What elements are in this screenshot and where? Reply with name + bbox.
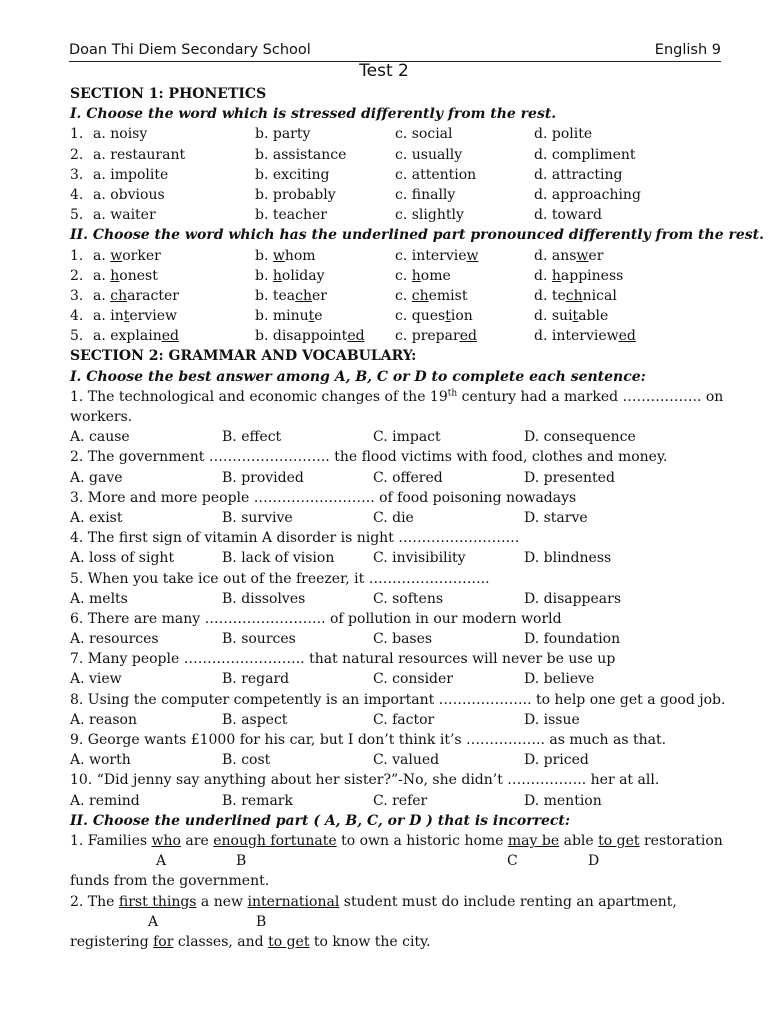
question-options bbox=[70, 629, 720, 649]
error-question-2-text: 2. The first things a new international student must do include renting an apartment, bbox=[70, 893, 677, 910]
underlined-sound: h bbox=[110, 267, 120, 284]
option-a: A. melts bbox=[70, 590, 128, 607]
option-a: a. obvious bbox=[93, 186, 165, 203]
option-text: ome bbox=[420, 267, 451, 284]
option-c: c. usually bbox=[395, 146, 463, 163]
question-1-text-cont: workers. bbox=[70, 409, 133, 425]
option-d bbox=[534, 306, 608, 326]
option-c bbox=[395, 326, 477, 346]
underlined-d: to get bbox=[598, 832, 640, 849]
question-text: 6. There are many …………………….. of pollution in our modern world bbox=[70, 610, 562, 627]
option-text: a. bbox=[93, 247, 111, 264]
underlined-sound: w bbox=[272, 247, 285, 264]
question-text: 9. George wants £1000 for his car, but I don’t think it’s …………….. as much as that. bbox=[70, 732, 667, 748]
option-d bbox=[534, 266, 623, 286]
option-c: C. invisibility bbox=[373, 550, 466, 567]
option-c: c. finally bbox=[395, 186, 456, 203]
option-b bbox=[255, 306, 323, 326]
question-text: 4. The first sign of vitamin A disorder is night …………………….. bbox=[70, 530, 520, 547]
option-text: c. intervie bbox=[395, 247, 467, 264]
option-d: D. starve bbox=[524, 509, 588, 526]
question-text: 5. When you take ice out of the freezer, it …………………….. bbox=[70, 570, 490, 587]
option-c bbox=[395, 266, 451, 286]
underlined-sound: ed bbox=[618, 328, 636, 345]
option-c: c. attention bbox=[395, 166, 477, 183]
option-text: oliday bbox=[281, 267, 325, 284]
option-b bbox=[255, 266, 325, 286]
option-text: c. bbox=[395, 267, 412, 284]
option-b: b. party bbox=[255, 126, 311, 143]
underlined-sound: ch bbox=[411, 287, 429, 304]
stress-question-row bbox=[70, 205, 720, 225]
option-text: d. interview bbox=[534, 328, 619, 345]
label-b: B bbox=[256, 913, 267, 930]
option-text: a. explain bbox=[93, 328, 162, 345]
question-text: 8. Using the computer competently is an important ……………….. to help one get a good job. bbox=[70, 691, 726, 708]
option-text: emist bbox=[428, 287, 468, 304]
question-options bbox=[70, 710, 720, 730]
page-header bbox=[69, 42, 721, 62]
question-1-text: 1. The technological and economic changes of the 19th century had a marked …………….. on bbox=[70, 388, 724, 405]
stress-question-row bbox=[70, 185, 720, 205]
option-text: nical bbox=[582, 287, 617, 304]
option-c: c. slightly bbox=[395, 207, 464, 224]
error-question-1-text: 1. Families who are enough fortunate to own a historic home may be able to get restoration bbox=[70, 832, 723, 849]
section2-heading: SECTION 2: GRAMMAR AND VOCABULARY: bbox=[70, 348, 417, 365]
option-d: D. presented bbox=[524, 469, 615, 486]
option-c: C. consider bbox=[373, 671, 454, 688]
underlined-sound: t bbox=[123, 308, 130, 325]
pronunciation-question-row bbox=[70, 266, 720, 286]
option-text: a. bbox=[93, 287, 111, 304]
underlined-sound: ed bbox=[459, 328, 477, 345]
option-text: d. te bbox=[534, 287, 566, 304]
error-question-2-cont: registering for classes, and to get to know the city. bbox=[70, 933, 431, 950]
option-d: D. foundation bbox=[524, 631, 621, 648]
option-a bbox=[93, 306, 177, 326]
subject-name: English 9 bbox=[654, 42, 721, 58]
option-d: D. priced bbox=[524, 752, 589, 769]
option-d: D. disappears bbox=[524, 590, 622, 607]
pronunciation-question-row bbox=[70, 306, 720, 326]
underlined-sound: t bbox=[572, 308, 579, 325]
underlined-c: for bbox=[153, 933, 174, 950]
stress-question-row bbox=[70, 124, 720, 144]
option-b bbox=[255, 326, 365, 346]
option-d bbox=[534, 326, 636, 346]
option-text: b. bbox=[255, 267, 273, 284]
option-d: D. believe bbox=[524, 671, 595, 688]
label-c: C bbox=[507, 853, 518, 870]
option-text: d. sui bbox=[534, 308, 573, 325]
section1-heading: SECTION 1: PHONETICS bbox=[70, 86, 267, 102]
option-b: B. survive bbox=[222, 509, 293, 526]
option-a bbox=[93, 326, 179, 346]
option-a: a. noisy bbox=[93, 126, 148, 143]
option-a: A. worth bbox=[70, 752, 131, 769]
underlined-sound: h bbox=[272, 267, 282, 284]
option-d: D. blindness bbox=[524, 550, 612, 567]
option-text: er bbox=[311, 287, 327, 304]
underlined-sound: ch bbox=[110, 287, 128, 304]
underlined-sound: w bbox=[466, 247, 479, 264]
underlined-c: may be bbox=[507, 832, 560, 849]
underlined-sound: t bbox=[445, 308, 451, 325]
option-text: er bbox=[588, 247, 604, 264]
error-question-2-labels bbox=[70, 912, 720, 932]
stress-question-row bbox=[70, 145, 720, 165]
test-content bbox=[70, 84, 764, 952]
option-c bbox=[395, 246, 479, 266]
option-b: B. remark bbox=[222, 792, 293, 809]
option-text: d. ans bbox=[534, 247, 577, 264]
label-d: D bbox=[588, 853, 600, 870]
option-text: hom bbox=[284, 247, 316, 264]
question-options bbox=[70, 548, 720, 568]
option-text: b. disappoint bbox=[255, 328, 348, 345]
option-b: B. cost bbox=[222, 752, 271, 769]
option-text: d. bbox=[534, 267, 552, 284]
underlined-sound: h bbox=[411, 267, 421, 284]
multiple-choice-list bbox=[70, 447, 726, 810]
pronunciation-question-list bbox=[70, 246, 720, 347]
option-b: B. provided bbox=[222, 469, 304, 486]
option-a: A. loss of sight bbox=[70, 550, 175, 567]
option-a bbox=[93, 266, 158, 286]
option-text: c. bbox=[395, 287, 412, 304]
question-number: 5. bbox=[70, 328, 84, 345]
option-a bbox=[93, 246, 161, 266]
option-d bbox=[534, 246, 603, 266]
underlined-sound: ch bbox=[565, 287, 583, 304]
option-text: e bbox=[314, 308, 323, 325]
option-a: a. impolite bbox=[93, 166, 169, 183]
option-a: A. exist bbox=[70, 509, 123, 526]
question-text: 2. The government …………………….. the flood victims with food, clothes and money. bbox=[70, 449, 668, 466]
underlined-sound: w bbox=[110, 247, 123, 264]
option-d: d. toward bbox=[534, 207, 602, 224]
pronunciation-question-row bbox=[70, 246, 720, 266]
question-number: 4. bbox=[70, 308, 84, 325]
question-number: 1. bbox=[70, 126, 84, 143]
question-options bbox=[70, 750, 720, 770]
option-text: a. in bbox=[93, 308, 124, 325]
option-a: A. cause bbox=[70, 429, 130, 446]
option-b: B. lack of vision bbox=[222, 550, 335, 567]
underlined-b: enough fortunate bbox=[213, 832, 337, 849]
option-c bbox=[395, 286, 467, 306]
question-options bbox=[70, 508, 720, 528]
option-text: orker bbox=[122, 247, 161, 264]
option-c: C. valued bbox=[373, 752, 440, 769]
option-a: A. remind bbox=[70, 792, 140, 809]
error-question-1-cont: funds from the government. bbox=[70, 873, 270, 890]
option-b: B. regard bbox=[222, 671, 290, 688]
label-a: A bbox=[148, 913, 159, 930]
pronunciation-question-row bbox=[70, 286, 720, 306]
question-options bbox=[70, 589, 720, 609]
option-text: onest bbox=[119, 267, 158, 284]
option-text: erview bbox=[129, 308, 178, 325]
question-options bbox=[70, 791, 720, 811]
option-d bbox=[534, 286, 617, 306]
option-a: a. restaurant bbox=[93, 146, 186, 163]
stress-question-list bbox=[70, 124, 720, 225]
underlined-sound: w bbox=[576, 247, 589, 264]
option-text: aracter bbox=[127, 287, 179, 304]
option-c: C. die bbox=[373, 509, 414, 526]
option-c: C. impact bbox=[373, 429, 441, 446]
option-d: d. attracting bbox=[534, 166, 623, 183]
option-c: C. factor bbox=[373, 711, 435, 728]
question-text: 3. More and more people …………………….. of food poisoning nowadays bbox=[70, 489, 577, 506]
option-b: B. effect bbox=[222, 429, 282, 446]
option-b: b. assistance bbox=[255, 146, 347, 163]
pronunciation-question-row bbox=[70, 326, 720, 346]
option-a: A. resources bbox=[70, 631, 159, 648]
question-options bbox=[70, 669, 720, 689]
option-text: appiness bbox=[560, 267, 624, 284]
question-number: 2. bbox=[70, 267, 84, 284]
option-a: A. reason bbox=[70, 711, 137, 728]
underlined-a: who bbox=[151, 832, 181, 849]
option-d: D. mention bbox=[524, 792, 602, 809]
option-text: b. bbox=[255, 247, 273, 264]
question-number: 4. bbox=[70, 186, 84, 203]
option-b: b. exciting bbox=[255, 166, 330, 183]
underlined-sound: ed bbox=[161, 328, 179, 345]
option-c: C. refer bbox=[373, 792, 428, 809]
underlined-sound: ch bbox=[295, 287, 312, 304]
option-text: c. prepar bbox=[395, 328, 460, 345]
option-b: B. dissolves bbox=[222, 590, 306, 607]
question-text: 7. Many people …………………….. that natural resources will never be use up bbox=[70, 651, 616, 668]
section2-part2-instruction: II. Choose the underlined part ( A, B, C, or D ) that is incorrect: bbox=[70, 812, 571, 829]
question-options bbox=[70, 468, 720, 488]
option-text: b. tea bbox=[255, 287, 296, 304]
option-a: a. waiter bbox=[93, 207, 156, 224]
option-a: A. view bbox=[70, 671, 122, 688]
underlined-sound: h bbox=[551, 267, 561, 284]
stress-question-row bbox=[70, 165, 720, 185]
underlined-d: to get bbox=[268, 933, 310, 950]
question-number: 1. bbox=[70, 247, 84, 264]
label-a: A bbox=[156, 853, 167, 870]
option-b: B. aspect bbox=[222, 711, 288, 728]
option-b: b. teacher bbox=[255, 207, 327, 224]
underlined-b: international bbox=[247, 893, 340, 910]
question-1-options bbox=[70, 427, 720, 447]
option-c: C. offered bbox=[373, 469, 443, 486]
option-c bbox=[395, 306, 473, 326]
test-title: Test 2 bbox=[359, 61, 409, 81]
error-question-1-labels bbox=[70, 851, 720, 871]
option-d: D. issue bbox=[524, 711, 580, 728]
option-b bbox=[255, 246, 316, 266]
option-text: able bbox=[578, 308, 609, 325]
option-c: C. bases bbox=[373, 631, 433, 648]
option-a: A. gave bbox=[70, 469, 123, 486]
option-a bbox=[93, 286, 179, 306]
section1-part2-instruction: II. Choose the word which has the underlined part pronounced differently from the rest. bbox=[70, 227, 764, 244]
option-text: c. ques bbox=[395, 308, 446, 325]
underlined-sound: t bbox=[308, 308, 315, 325]
question-number: 5. bbox=[70, 207, 84, 224]
option-text: a. bbox=[93, 267, 111, 284]
option-d: D. consequence bbox=[524, 429, 636, 446]
option-b bbox=[255, 286, 327, 306]
question-number: 3. bbox=[70, 287, 84, 304]
option-text: b. minu bbox=[255, 308, 309, 325]
option-d: d. approaching bbox=[534, 186, 641, 203]
option-c: C. softens bbox=[373, 590, 444, 607]
label-b: B bbox=[236, 853, 247, 870]
question-number: 3. bbox=[70, 166, 84, 183]
option-d: d. polite bbox=[534, 126, 593, 143]
option-c: c. social bbox=[395, 126, 453, 143]
section2-part1-instruction: I. Choose the best answer among A, B, C or D to complete each sentence: bbox=[70, 368, 646, 385]
option-d: d. compliment bbox=[534, 146, 636, 163]
question-number: 2. bbox=[70, 146, 84, 163]
option-text: ion bbox=[450, 308, 473, 325]
question-text: 10. “Did jenny say anything about her sister?”-No, she didn’t …………….. her at all. bbox=[70, 772, 660, 789]
section1-part1-instruction: I. Choose the word which is stressed differently from the rest. bbox=[70, 106, 557, 123]
option-b: B. sources bbox=[222, 631, 296, 648]
school-name: Doan Thi Diem Secondary School bbox=[69, 42, 311, 58]
underlined-sound: ed bbox=[347, 328, 365, 345]
option-b: b. probably bbox=[255, 186, 336, 203]
underlined-a: first things bbox=[118, 893, 197, 910]
